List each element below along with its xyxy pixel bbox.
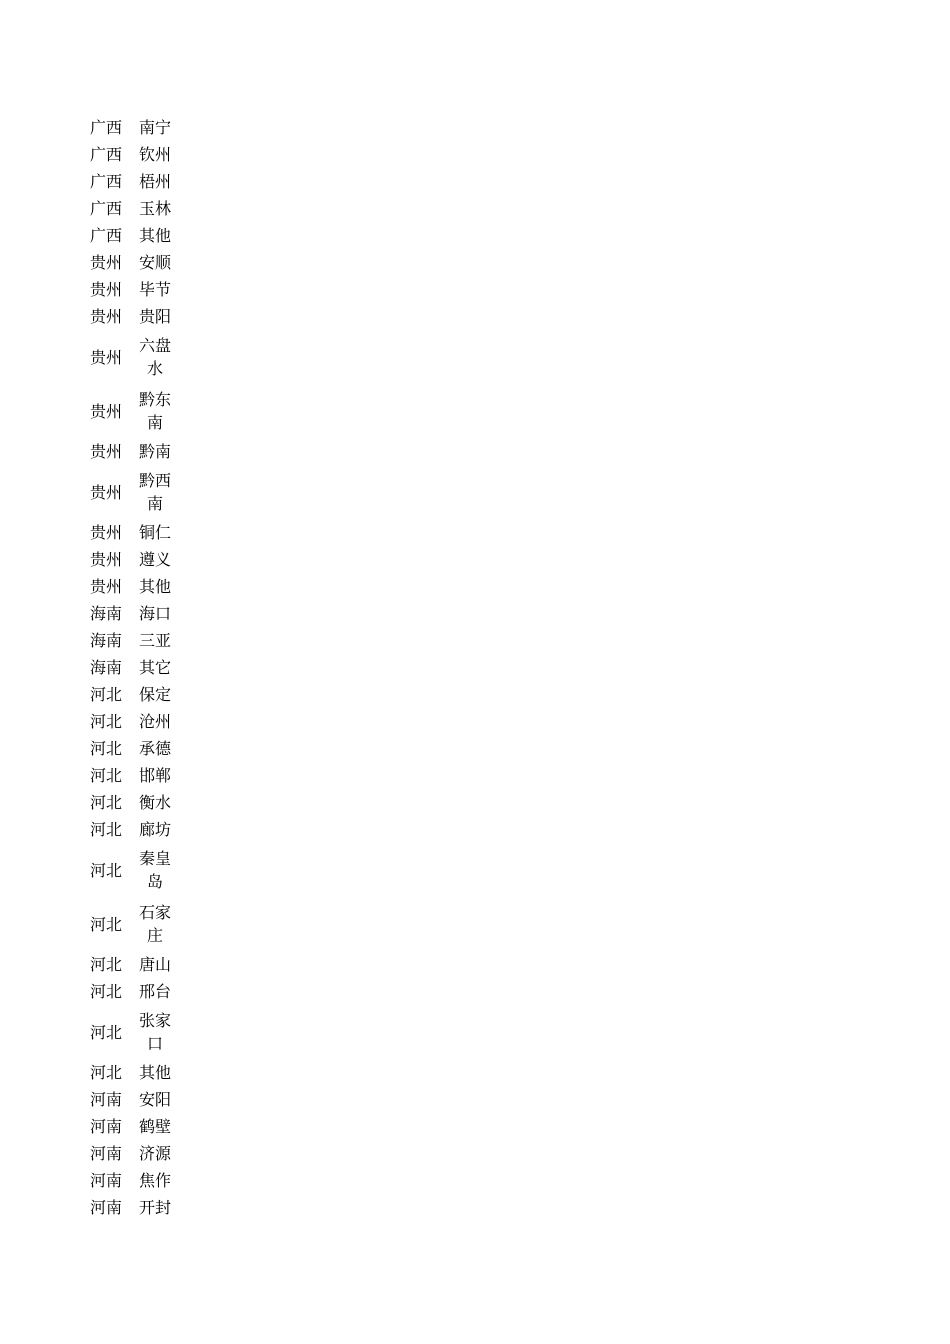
table-row [82,384,180,438]
table-row [82,708,180,735]
city-name: 开封 [138,1198,171,1217]
table-row [82,843,180,897]
table-row [82,681,180,708]
city-cell [130,438,180,465]
province-cell: 河北 [89,1022,122,1042]
province-city-table [82,114,180,1221]
province-cell: 贵州 [89,482,122,502]
province-cell: 贵州 [89,307,122,326]
province-cell: 河南 [89,1117,122,1136]
table-row [82,735,180,762]
city-cell [130,1140,180,1167]
city-cell [130,951,180,978]
city-cell [130,141,180,168]
city-name: 邢台 [138,982,171,1001]
city-cell [130,276,180,303]
province-cell: 海南 [89,658,122,677]
city-name: 其他 [138,226,171,245]
table-row [82,978,180,1005]
province-cell: 河南 [89,1144,122,1163]
province-cell: 河南 [89,1171,122,1190]
city-cell [130,1005,180,1059]
table-row [82,573,180,600]
city-name: 其它 [138,658,171,677]
table-row [82,762,180,789]
province-cell: 贵州 [89,442,122,461]
province-cell: 海南 [89,604,122,623]
province-cell: 河北 [89,955,122,974]
table-row [82,600,180,627]
province-cell: 河北 [89,820,122,839]
province-cell: 河南 [89,1198,122,1217]
city-name: 焦作 [138,1171,171,1190]
city-name: 铜仁 [138,523,171,542]
province-cell: 河北 [89,914,122,934]
city-cell [130,168,180,195]
city-name: 石家庄 [138,903,171,945]
table-row [82,897,180,951]
table-row [82,330,180,384]
province-cell: 广西 [89,226,122,245]
table-row [82,195,180,222]
table-row [82,627,180,654]
province-cell: 贵州 [89,550,122,569]
city-cell [130,897,180,951]
table-row [82,546,180,573]
table-row [82,1194,180,1221]
city-name: 黔东南 [138,390,171,432]
table-row [82,1086,180,1113]
table-row [82,465,180,519]
city-name: 贵阳 [138,307,171,326]
province-cell: 河北 [89,793,122,812]
table-row [82,1005,180,1059]
table-row [82,654,180,681]
table-row [82,168,180,195]
city-cell [130,573,180,600]
table-row [82,303,180,330]
region-table-container [82,114,180,1221]
city-cell [130,519,180,546]
city-name: 张家口 [138,1011,171,1053]
city-cell [130,816,180,843]
table-row [82,951,180,978]
table-row [82,519,180,546]
city-name: 衡水 [138,793,171,812]
city-cell [130,735,180,762]
city-name: 唐山 [138,955,171,974]
city-name: 其他 [138,577,171,596]
city-cell [130,1167,180,1194]
city-name: 遵义 [138,550,171,569]
city-cell [130,1113,180,1140]
province-cell: 贵州 [89,280,122,299]
table-row [82,816,180,843]
city-name: 安顺 [138,253,171,272]
city-cell [130,789,180,816]
province-cell: 贵州 [89,347,122,367]
table-row [82,141,180,168]
city-cell [130,1194,180,1221]
city-cell [130,681,180,708]
province-cell: 河北 [89,982,122,1001]
city-cell [130,114,180,141]
city-cell [130,627,180,654]
city-name: 鹤壁 [138,1117,171,1136]
province-cell: 贵州 [89,523,122,542]
table-row [82,1113,180,1140]
city-name: 其他 [138,1063,171,1082]
city-name: 承德 [138,739,171,758]
city-cell [130,843,180,897]
table-body [82,114,180,1221]
city-name: 秦皇岛 [138,849,171,891]
city-name: 梧州 [138,172,171,191]
province-cell: 河南 [89,1090,122,1109]
city-name: 海口 [138,604,171,623]
city-cell [130,222,180,249]
city-name: 济源 [138,1144,171,1163]
province-cell: 河北 [89,685,122,704]
city-cell [130,303,180,330]
city-cell [130,384,180,438]
province-cell: 河北 [89,860,122,880]
city-cell [130,249,180,276]
city-name: 毕节 [138,280,171,299]
province-cell: 贵州 [89,253,122,272]
city-cell [130,546,180,573]
city-cell [130,762,180,789]
city-name: 廊坊 [138,820,171,839]
city-cell [130,600,180,627]
city-cell [130,465,180,519]
province-cell: 广西 [89,199,122,218]
city-cell [130,1059,180,1086]
city-name: 黔南 [138,442,171,461]
city-cell [130,1086,180,1113]
province-cell: 河北 [89,1063,122,1082]
city-cell [130,654,180,681]
city-cell [130,330,180,384]
province-cell: 广西 [89,145,122,164]
province-cell: 河北 [89,766,122,785]
city-cell [130,978,180,1005]
city-name: 保定 [138,685,171,704]
city-name: 玉林 [138,199,171,218]
city-cell [130,708,180,735]
province-cell: 广西 [89,172,122,191]
table-row [82,222,180,249]
city-name: 黔西南 [138,471,171,513]
city-cell [130,195,180,222]
table-row [82,1140,180,1167]
province-cell: 海南 [89,631,122,650]
province-cell: 贵州 [89,401,122,421]
city-name: 安阳 [138,1090,171,1109]
province-cell: 广西 [89,118,122,137]
city-name: 邯郸 [138,766,171,785]
table-row [82,438,180,465]
city-name: 南宁 [138,118,171,137]
province-cell: 河北 [89,712,122,731]
table-row [82,276,180,303]
city-name: 三亚 [138,631,171,650]
table-row [82,114,180,141]
city-name: 沧州 [138,712,171,731]
table-row [82,1059,180,1086]
province-cell: 河北 [89,739,122,758]
table-row [82,789,180,816]
city-name: 钦州 [138,145,171,164]
table-row [82,1167,180,1194]
province-cell: 贵州 [89,577,122,596]
city-name: 六盘水 [138,336,171,378]
table-row [82,249,180,276]
